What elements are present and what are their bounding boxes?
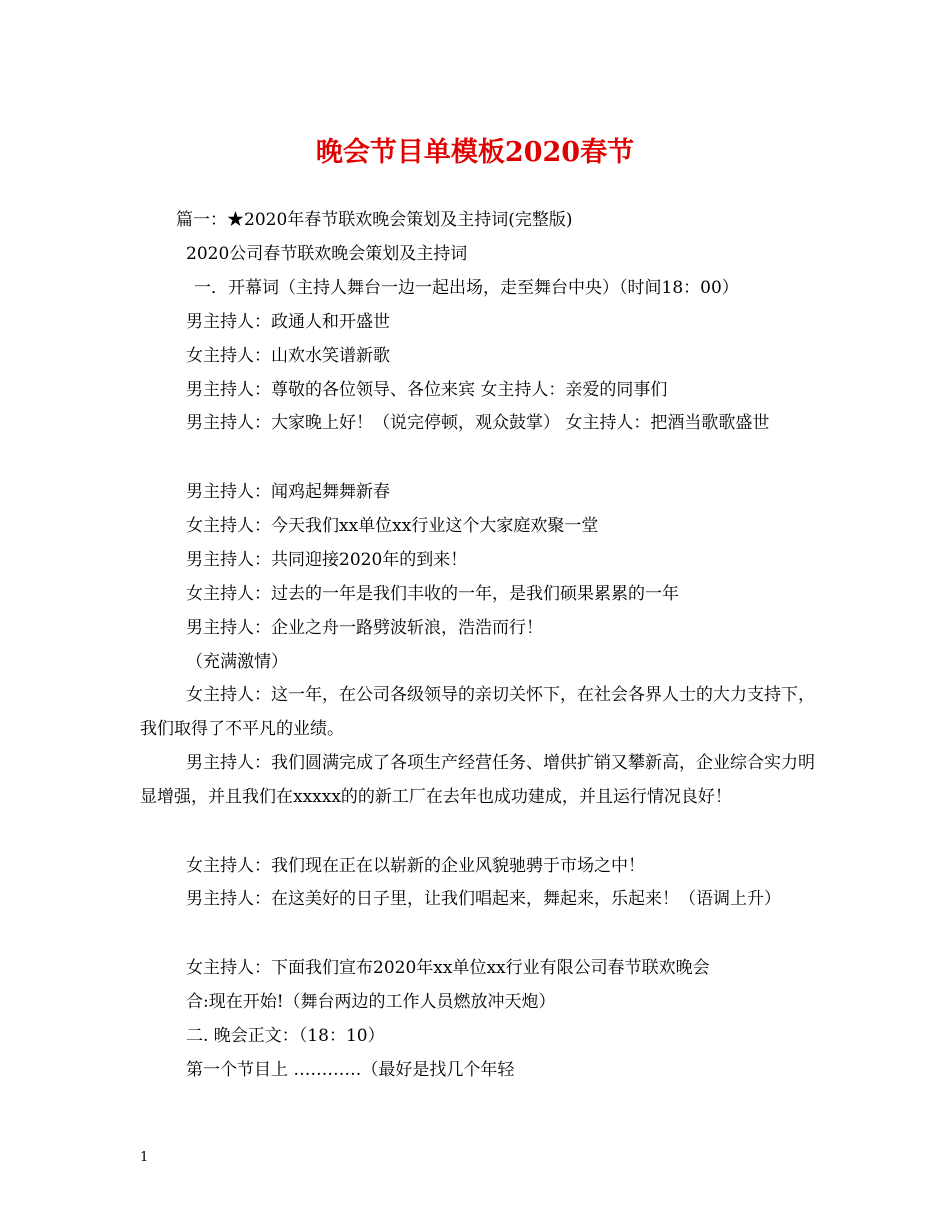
text-line: 女主持人：下面我们宣布2020年xx单位xx行业有限公司春节联欢晚会 <box>186 958 710 978</box>
text-line: 篇一：★2020年春节联欢晚会策划及主持词(完整版) <box>176 210 573 230</box>
text-line: 男主持人：尊敬的各位领导、各位来宾 女主持人：亲爱的同事们 <box>186 380 668 400</box>
text-line: 女主持人：过去的一年是我们丰收的一年，是我们硕果累累的一年 <box>186 584 679 604</box>
text-line: （充满激情） <box>186 652 288 672</box>
text-line: 一．开幕词（主持人舞台一边一起出场，走至舞台中央）（时间18：00） <box>194 278 739 298</box>
text-line: 女主持人：今天我们xx单位xx行业这个大家庭欢聚一堂 <box>186 516 599 536</box>
text-line: 男主持人：共同迎接2020年的到来！ <box>186 550 468 570</box>
text-line: 二. 晚会正文：（18：10） <box>186 1026 385 1046</box>
text-line: 2020公司春节联欢晚会策划及主持词 <box>186 244 468 264</box>
page-number: 1 <box>140 1150 149 1165</box>
text-paragraph: 女主持人：这一年，在公司各级领导的亲切关怀下，在社会各界人士的大力支持下，我们取得了不平凡的业绩。 <box>140 685 815 739</box>
text-line: 合:现在开始!（舞台两边的工作人员燃放冲天炮） <box>186 992 556 1012</box>
text-line: 女主持人：山欢水笑谱新歌 <box>186 346 390 366</box>
text-paragraph: 男主持人：在这美好的日子里，让我们唱起来，舞起来，乐起来！（语调上升） <box>186 889 781 909</box>
text-line: 男主持人：企业之舟一路劈波斩浪，浩浩而行！ <box>186 618 543 638</box>
text-line: 男主持人：闻鸡起舞舞新春 <box>186 482 390 502</box>
text-line: 第一个节目上 …………（最好是找几个年轻 <box>186 1060 515 1080</box>
text-line: 女主持人：我们现在正在以崭新的企业风貌驰骋于市场之中！ <box>186 856 645 876</box>
text-paragraph: 男主持人：大家晚上好！（说完停顿，观众鼓掌） 女主持人：把酒当歌歌盛世 <box>186 413 770 433</box>
text-line: 男主持人：政通人和开盛世 <box>186 312 390 332</box>
text-paragraph: 男主持人：我们圆满完成了各项生产经营任务、增供扩销又攀新高，企业综合实力明显增强，并且我们在xxxxx的的新工厂在去年也成功建成，并且运行情况良好！ <box>140 753 815 807</box>
document-title: 晚会节目单模板2020春节 <box>315 137 635 168</box>
